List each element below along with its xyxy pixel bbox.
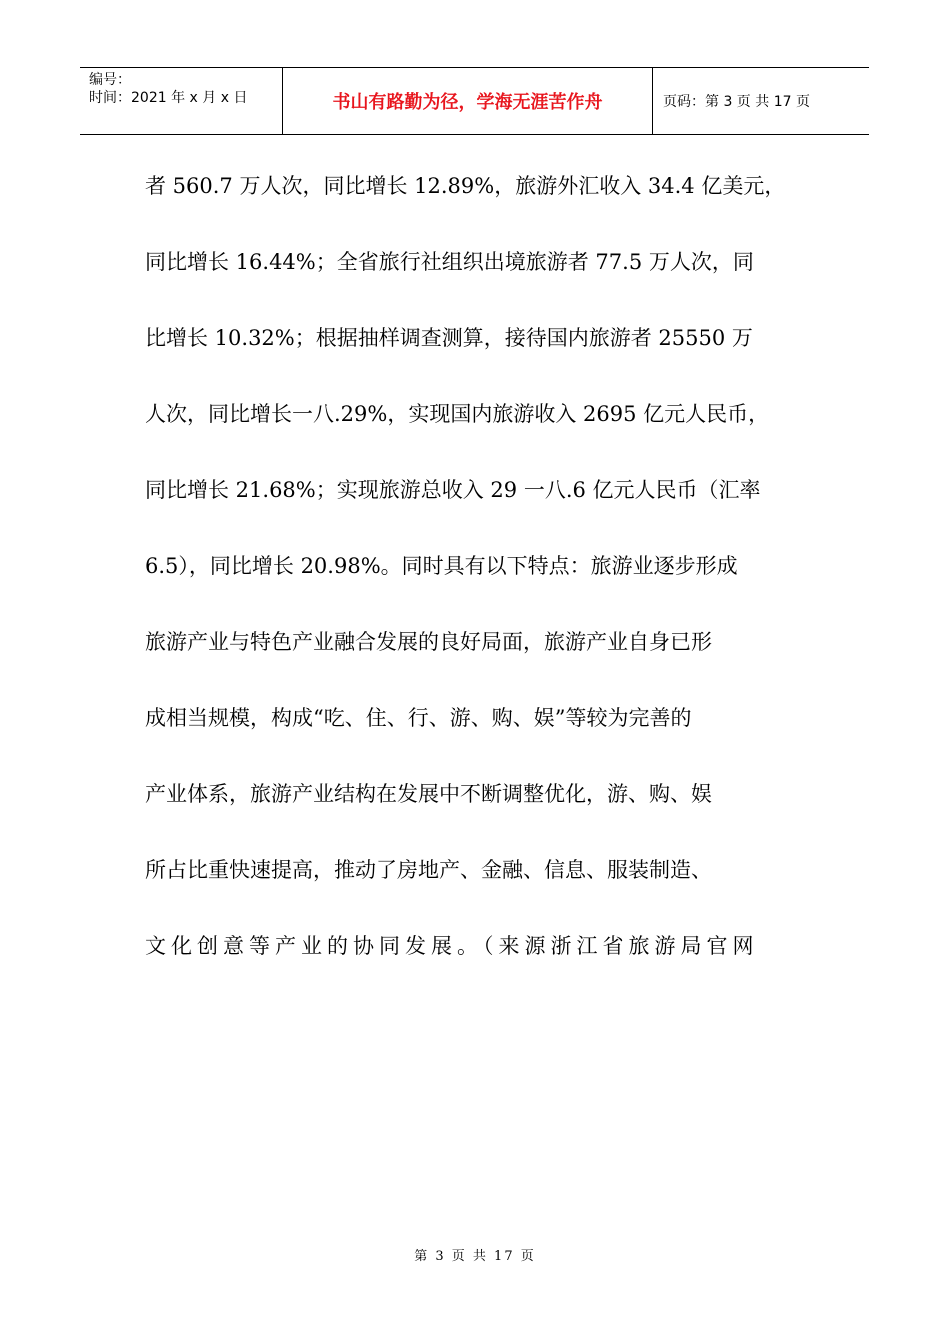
document-date-label: 时间：2021 年 x 月 x 日 xyxy=(89,90,248,106)
body-line: 产业体系，旅游产业结构在发展中不断调整优化，游、购、娱 xyxy=(145,782,712,806)
page-header xyxy=(80,67,869,135)
header-meta-cell xyxy=(80,68,283,134)
body-line: 者 560.7 万人次，同比增长 12.89%，旅游外汇收入 34.4 亿美元， xyxy=(145,174,786,198)
document-number-label: 编号： xyxy=(89,72,131,88)
header-page-cell xyxy=(653,68,869,134)
body-line: 同比增长 16.44%；全省旅行社组织出境旅游者 77.5 万人次，同 xyxy=(145,250,754,274)
body-line: 所占比重快速提高，推动了房地产、金融、信息、服装制造、 xyxy=(145,858,712,882)
body-line: 比增长 10.32%；根据抽样调查测算，接待国内旅游者 25550 万 xyxy=(145,326,753,350)
header-page-label: 页码：第 3 页 共 17 页 xyxy=(663,94,810,110)
page-footer: 第 3 页 共 17 页 xyxy=(414,1249,536,1264)
body-line: 同比增长 21.68%；实现旅游总收入 29 一八.6 亿元人民币（汇率 xyxy=(145,478,761,502)
header-motto: 书山有路勤为径，学海无涯苦作舟 xyxy=(332,92,603,113)
body-line: 文化创意等产业的协同发展。（来源浙江省旅游局官网 xyxy=(145,934,759,958)
body-line: 6.5），同比增长 20.98%。同时具有以下特点：旅游业逐步形成 xyxy=(145,554,738,578)
body-line: 人次，同比增长一八.29%，实现国内旅游收入 2695 亿元人民币， xyxy=(145,402,770,426)
document-body xyxy=(145,160,810,996)
body-line: 成相当规模，构成“吃、住、行、游、购、娱”等较为完善的 xyxy=(145,706,692,730)
body-line: 旅游产业与特色产业融合发展的良好局面，旅游产业自身已形 xyxy=(145,630,712,654)
header-motto-cell xyxy=(283,68,653,134)
